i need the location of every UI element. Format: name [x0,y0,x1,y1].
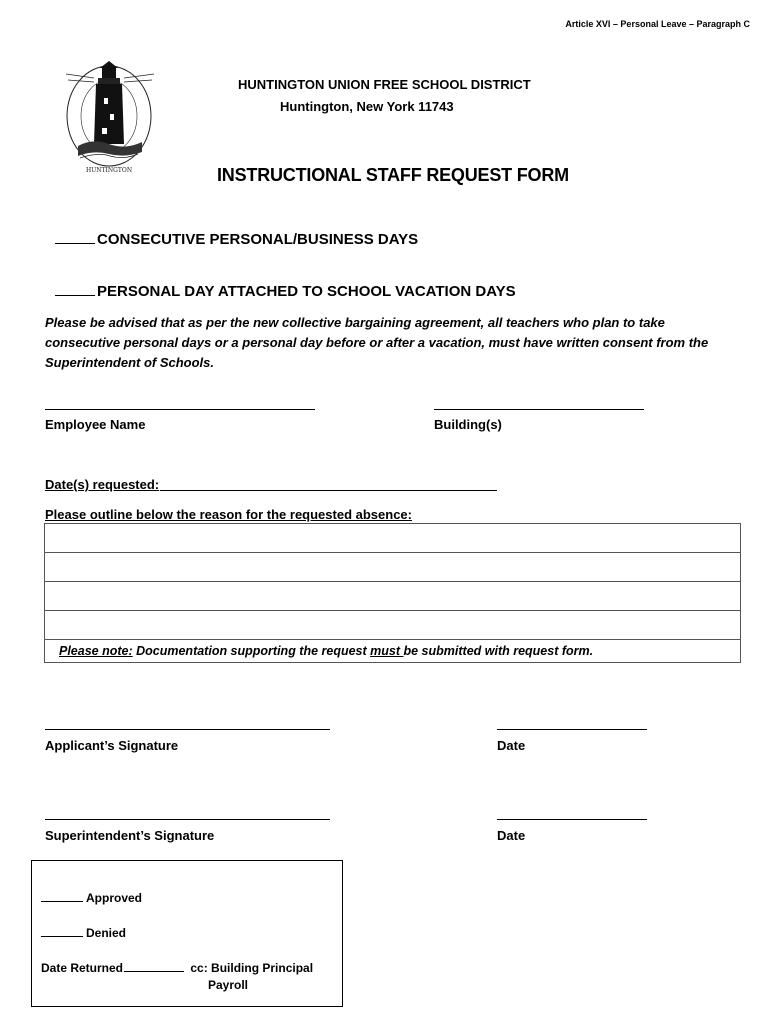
reason-table [44,523,741,663]
approved-blank[interactable] [41,891,83,902]
advice-paragraph: Please be advised that as per the new collective bargaining agreement, all teachers who plan to take consecutive personal days or a personal day before or after a vacation, must have written consent from the Superintendent of Schools. [45,315,709,370]
buildings-label: Building(s) [434,417,502,432]
buildings-field[interactable] [434,409,644,410]
date-returned [41,961,313,975]
documentation-note [45,640,741,663]
option-consecutive-blank[interactable] [55,231,95,244]
superintendent-signature-field[interactable] [45,819,330,820]
dates-requested-label: Date(s) requested: [45,477,160,492]
option-consecutive-days[interactable] [55,231,418,248]
denied-label: Denied [86,926,127,940]
option-attached-vacation[interactable] [55,283,516,300]
date-returned-label: Date Returned [41,961,124,975]
applicant-date-label: Date [497,738,526,753]
reason-line-4[interactable] [45,611,741,640]
applicant-signature-field[interactable] [45,729,330,730]
approved-label: Approved [86,891,143,905]
option-consecutive-label: CONSECUTIVE PERSONAL/BUSINESS DAYS [97,231,419,248]
reason-line-2[interactable] [45,553,741,582]
cc-building-principal: cc: Building Principal [190,961,314,975]
form-title: INSTRUCTIONAL STAFF REQUEST FORM [217,165,569,185]
applicant-signature-label: Applicant’s Signature [45,738,179,753]
district-name: HUNTINGTON UNION FREE SCHOOL DISTRICT [238,77,531,92]
dates-requested-field[interactable] [160,490,497,491]
superintendent-date-label: Date [497,828,526,843]
superintendent-date-field[interactable] [497,819,647,820]
option-attached-blank[interactable] [55,283,95,296]
reason-label: Please outline below the reason for the requested absence: [45,507,412,522]
article-reference: Article XVI – Personal Leave – Paragraph C [565,19,750,29]
district-city: Huntington, New York 11743 [280,99,454,114]
reason-line-3[interactable] [45,582,741,611]
reason-line-1[interactable] [45,524,741,553]
employee-name-field[interactable] [45,409,315,410]
date-returned-field[interactable] [124,961,184,972]
svg-text:HUNTINGTON: HUNTINGTON [85,167,133,174]
option-attached-label: PERSONAL DAY ATTACHED TO SCHOOL VACATION DAYS [97,283,516,300]
note-must: must [370,644,404,658]
employee-name-label: Employee Name [45,417,146,432]
denied-option[interactable] [41,926,126,940]
note-suffix: be submitted with request form. [403,644,594,658]
district-seal-logo [58,58,160,176]
note-prefix: Please note: [59,644,133,658]
applicant-date-field[interactable] [497,729,647,730]
note-middle: Documentation supporting the request [132,644,371,658]
cc-payroll: Payroll [208,978,249,992]
superintendent-signature-label: Superintendent’s Signature [45,828,215,843]
approved-option[interactable] [41,891,142,905]
denied-blank[interactable] [41,926,83,937]
approval-status-box [31,860,343,1007]
